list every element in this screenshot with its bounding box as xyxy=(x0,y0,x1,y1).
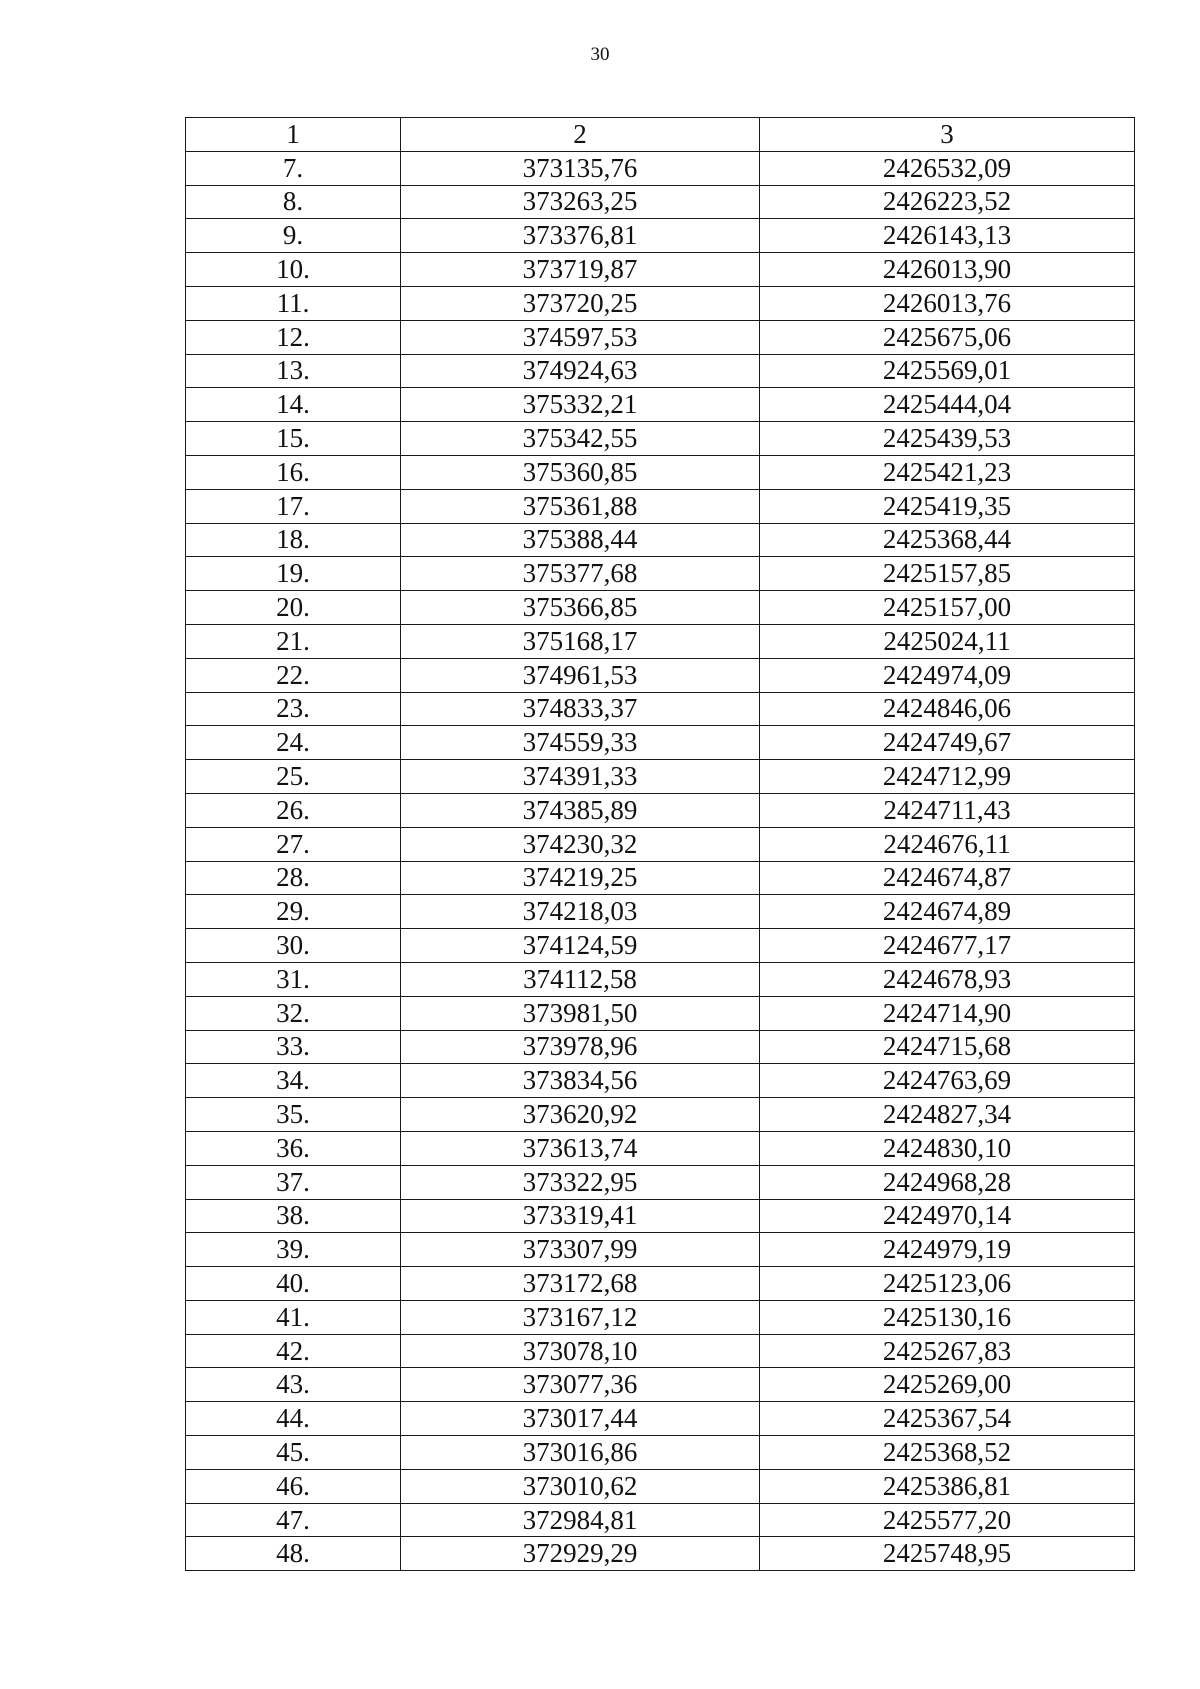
cell-x: 375360,85 xyxy=(401,455,760,489)
table-row xyxy=(186,760,1135,794)
cell-x: 372984,81 xyxy=(401,1503,760,1537)
cell-number: 25. xyxy=(186,760,401,794)
cell-x: 373172,68 xyxy=(401,1267,760,1301)
table-row xyxy=(186,219,1135,253)
cell-number: 29. xyxy=(186,895,401,929)
cell-y: 2425577,20 xyxy=(760,1503,1135,1537)
cell-x: 374385,89 xyxy=(401,793,760,827)
table-row xyxy=(186,1402,1135,1436)
cell-x: 374597,53 xyxy=(401,320,760,354)
cell-x: 373834,56 xyxy=(401,1064,760,1098)
cell-x: 373307,99 xyxy=(401,1233,760,1267)
cell-number: 41. xyxy=(186,1300,401,1334)
cell-y: 2425269,00 xyxy=(760,1368,1135,1402)
table-row xyxy=(186,996,1135,1030)
cell-x: 373077,36 xyxy=(401,1368,760,1402)
table-row xyxy=(186,962,1135,996)
cell-number: 20. xyxy=(186,591,401,625)
cell-x: 373978,96 xyxy=(401,1030,760,1064)
table-row xyxy=(186,861,1135,895)
cell-number: 40. xyxy=(186,1267,401,1301)
cell-number: 27. xyxy=(186,827,401,861)
cell-number: 18. xyxy=(186,523,401,557)
cell-x: 375342,55 xyxy=(401,422,760,456)
cell-x: 373981,50 xyxy=(401,996,760,1030)
cell-x: 374218,03 xyxy=(401,895,760,929)
cell-y: 2425386,81 xyxy=(760,1469,1135,1503)
cell-y: 2424763,69 xyxy=(760,1064,1135,1098)
cell-number: 31. xyxy=(186,962,401,996)
cell-number: 24. xyxy=(186,726,401,760)
cell-x: 373376,81 xyxy=(401,219,760,253)
table-row xyxy=(186,489,1135,523)
cell-y: 2424749,67 xyxy=(760,726,1135,760)
table-row xyxy=(186,793,1135,827)
table-row xyxy=(186,1064,1135,1098)
cell-y: 2426143,13 xyxy=(760,219,1135,253)
cell-number: 16. xyxy=(186,455,401,489)
cell-number: 32. xyxy=(186,996,401,1030)
cell-y: 2426223,52 xyxy=(760,185,1135,219)
cell-x: 374391,33 xyxy=(401,760,760,794)
column-header-number: 1 xyxy=(186,118,401,152)
table-row xyxy=(186,1436,1135,1470)
cell-x: 374559,33 xyxy=(401,726,760,760)
cell-y: 2426013,76 xyxy=(760,286,1135,320)
cell-x: 375377,68 xyxy=(401,557,760,591)
cell-y: 2425130,16 xyxy=(760,1300,1135,1334)
cell-x: 373322,95 xyxy=(401,1165,760,1199)
cell-x: 373016,86 xyxy=(401,1436,760,1470)
cell-number: 7. xyxy=(186,151,401,185)
cell-number: 9. xyxy=(186,219,401,253)
table-row xyxy=(186,1165,1135,1199)
cell-number: 33. xyxy=(186,1030,401,1064)
table-row xyxy=(186,455,1135,489)
cell-number: 19. xyxy=(186,557,401,591)
cell-number: 26. xyxy=(186,793,401,827)
cell-number: 17. xyxy=(186,489,401,523)
cell-y: 2425421,23 xyxy=(760,455,1135,489)
cell-y: 2425675,06 xyxy=(760,320,1135,354)
cell-number: 48. xyxy=(186,1537,401,1571)
table-row xyxy=(186,1334,1135,1368)
cell-y: 2424677,17 xyxy=(760,929,1135,963)
cell-number: 46. xyxy=(186,1469,401,1503)
cell-number: 34. xyxy=(186,1064,401,1098)
table-row xyxy=(186,1267,1135,1301)
table-row xyxy=(186,354,1135,388)
table-row xyxy=(186,1098,1135,1132)
cell-number: 11. xyxy=(186,286,401,320)
cell-x: 375332,21 xyxy=(401,388,760,422)
table-row xyxy=(186,624,1135,658)
table-row xyxy=(186,1131,1135,1165)
cell-number: 13. xyxy=(186,354,401,388)
cell-number: 45. xyxy=(186,1436,401,1470)
cell-number: 47. xyxy=(186,1503,401,1537)
cell-y: 2424830,10 xyxy=(760,1131,1135,1165)
cell-y: 2424676,11 xyxy=(760,827,1135,861)
cell-y: 2425439,53 xyxy=(760,422,1135,456)
cell-number: 14. xyxy=(186,388,401,422)
table-row xyxy=(186,692,1135,726)
cell-x: 373017,44 xyxy=(401,1402,760,1436)
cell-x: 373078,10 xyxy=(401,1334,760,1368)
cell-x: 375361,88 xyxy=(401,489,760,523)
cell-number: 39. xyxy=(186,1233,401,1267)
cell-x: 373135,76 xyxy=(401,151,760,185)
cell-x: 375388,44 xyxy=(401,523,760,557)
table-row xyxy=(186,1368,1135,1402)
cell-number: 42. xyxy=(186,1334,401,1368)
cell-x: 373720,25 xyxy=(401,286,760,320)
cell-number: 37. xyxy=(186,1165,401,1199)
cell-number: 10. xyxy=(186,253,401,287)
cell-number: 21. xyxy=(186,624,401,658)
cell-number: 30. xyxy=(186,929,401,963)
table-row xyxy=(186,895,1135,929)
cell-y: 2424674,89 xyxy=(760,895,1135,929)
table-row xyxy=(186,185,1135,219)
table-row xyxy=(186,320,1135,354)
cell-y: 2425024,11 xyxy=(760,624,1135,658)
cell-x: 373263,25 xyxy=(401,185,760,219)
table-row xyxy=(186,1469,1135,1503)
cell-y: 2425123,06 xyxy=(760,1267,1135,1301)
cell-x: 374230,32 xyxy=(401,827,760,861)
cell-y: 2424711,43 xyxy=(760,793,1135,827)
table-row xyxy=(186,827,1135,861)
cell-y: 2424714,90 xyxy=(760,996,1135,1030)
cell-y: 2425157,00 xyxy=(760,591,1135,625)
cell-y: 2425368,44 xyxy=(760,523,1135,557)
cell-y: 2426532,09 xyxy=(760,151,1135,185)
cell-x: 372929,29 xyxy=(401,1537,760,1571)
cell-y: 2424827,34 xyxy=(760,1098,1135,1132)
table-row xyxy=(186,151,1135,185)
cell-x: 373719,87 xyxy=(401,253,760,287)
cell-y: 2425748,95 xyxy=(760,1537,1135,1571)
cell-number: 38. xyxy=(186,1199,401,1233)
cell-y: 2424979,19 xyxy=(760,1233,1135,1267)
cell-y: 2425368,52 xyxy=(760,1436,1135,1470)
cell-y: 2424715,68 xyxy=(760,1030,1135,1064)
cell-y: 2424970,14 xyxy=(760,1199,1135,1233)
cell-y: 2425419,35 xyxy=(760,489,1135,523)
cell-number: 15. xyxy=(186,422,401,456)
cell-x: 373613,74 xyxy=(401,1131,760,1165)
column-header-y: 3 xyxy=(760,118,1135,152)
table-body xyxy=(186,151,1135,1570)
cell-x: 374112,58 xyxy=(401,962,760,996)
cell-number: 36. xyxy=(186,1131,401,1165)
table-row xyxy=(186,286,1135,320)
cell-x: 373319,41 xyxy=(401,1199,760,1233)
table-row xyxy=(186,1030,1135,1064)
table-row xyxy=(186,1199,1135,1233)
cell-x: 374219,25 xyxy=(401,861,760,895)
cell-y: 2424968,28 xyxy=(760,1165,1135,1199)
cell-x: 373167,12 xyxy=(401,1300,760,1334)
cell-number: 35. xyxy=(186,1098,401,1132)
coordinates-table xyxy=(185,117,1135,1571)
cell-number: 43. xyxy=(186,1368,401,1402)
cell-y: 2425569,01 xyxy=(760,354,1135,388)
table-row xyxy=(186,591,1135,625)
cell-number: 44. xyxy=(186,1402,401,1436)
cell-x: 374924,63 xyxy=(401,354,760,388)
cell-x: 374124,59 xyxy=(401,929,760,963)
column-header-x: 2 xyxy=(401,118,760,152)
table-row xyxy=(186,1503,1135,1537)
page-number: 30 xyxy=(590,44,610,65)
cell-x: 375366,85 xyxy=(401,591,760,625)
cell-x: 375168,17 xyxy=(401,624,760,658)
cell-x: 373010,62 xyxy=(401,1469,760,1503)
cell-y: 2425157,85 xyxy=(760,557,1135,591)
cell-y: 2424712,99 xyxy=(760,760,1135,794)
cell-x: 374961,53 xyxy=(401,658,760,692)
table-row xyxy=(186,523,1135,557)
cell-y: 2426013,90 xyxy=(760,253,1135,287)
cell-number: 8. xyxy=(186,185,401,219)
cell-y: 2424974,09 xyxy=(760,658,1135,692)
cell-y: 2425267,83 xyxy=(760,1334,1135,1368)
cell-x: 374833,37 xyxy=(401,692,760,726)
cell-y: 2424678,93 xyxy=(760,962,1135,996)
cell-number: 22. xyxy=(186,658,401,692)
table-row xyxy=(186,1233,1135,1267)
cell-y: 2424674,87 xyxy=(760,861,1135,895)
table-row xyxy=(186,253,1135,287)
table-row xyxy=(186,388,1135,422)
table-header-row xyxy=(186,118,1135,152)
cell-y: 2424846,06 xyxy=(760,692,1135,726)
table-row xyxy=(186,658,1135,692)
table-row xyxy=(186,1300,1135,1334)
table-row xyxy=(186,422,1135,456)
cell-y: 2425367,54 xyxy=(760,1402,1135,1436)
cell-y: 2425444,04 xyxy=(760,388,1135,422)
cell-x: 373620,92 xyxy=(401,1098,760,1132)
table-row xyxy=(186,726,1135,760)
table-row xyxy=(186,929,1135,963)
cell-number: 12. xyxy=(186,320,401,354)
table-row xyxy=(186,1537,1135,1571)
cell-number: 23. xyxy=(186,692,401,726)
table-row xyxy=(186,557,1135,591)
cell-number: 28. xyxy=(186,861,401,895)
